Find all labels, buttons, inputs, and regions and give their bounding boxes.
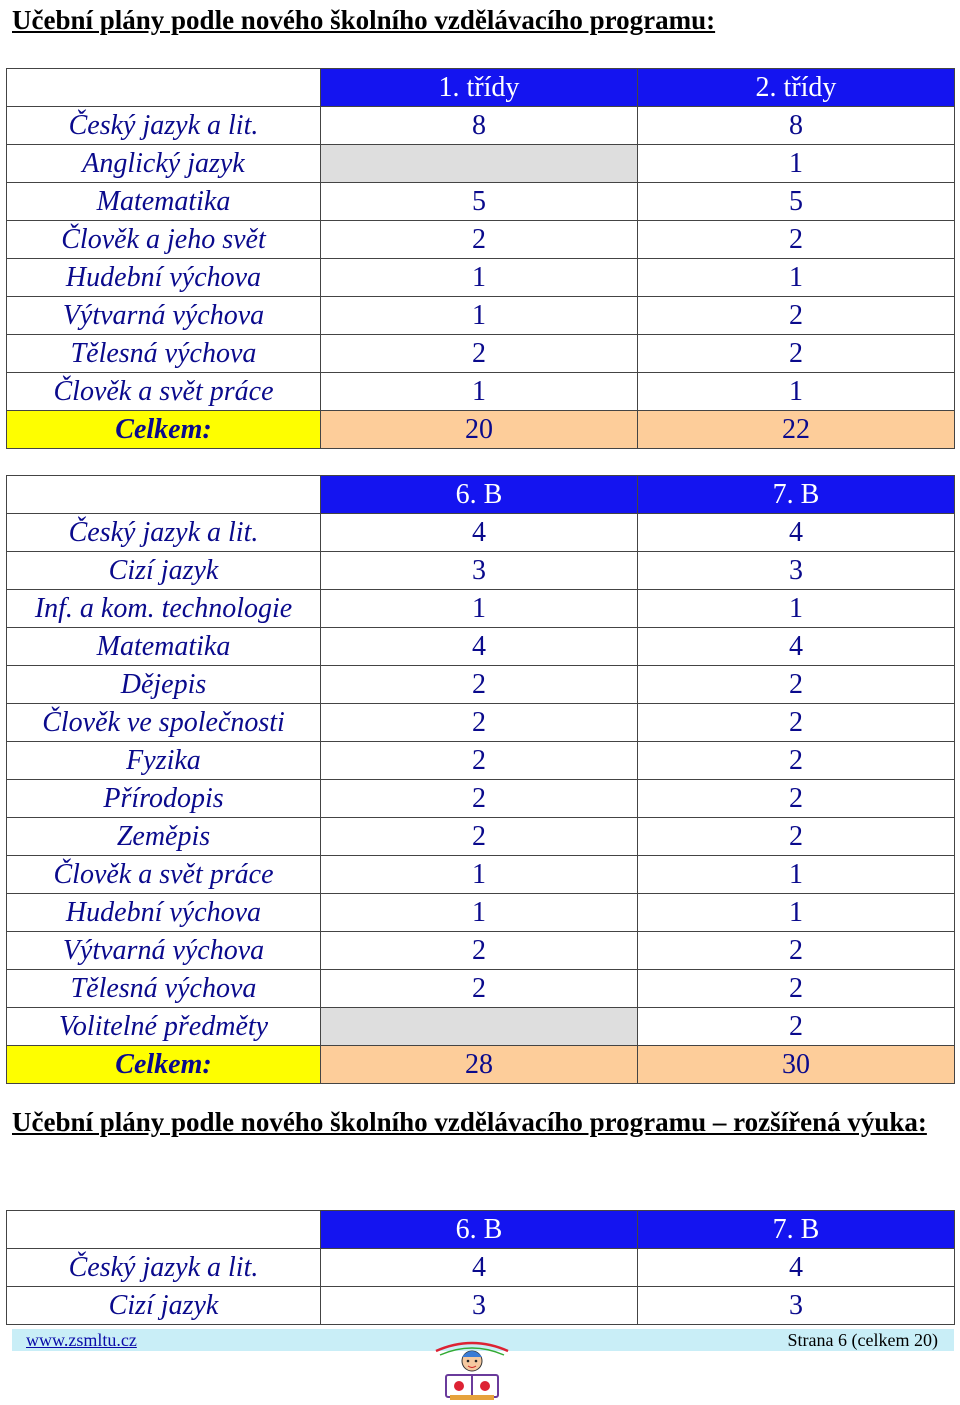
table-row-dejepis (7, 666, 955, 704)
curriculum-table-classes-6b-7b (6, 475, 955, 1084)
hours-cell-col-1: 4 (321, 514, 638, 552)
total-row (7, 1046, 955, 1084)
hours-cell-col-2: 1 (638, 259, 955, 297)
subject-name-cell: Fyzika (7, 742, 321, 780)
hours-cell-col-1: 2 (321, 970, 638, 1008)
table-row-clovek-a-svet-prace (7, 373, 955, 411)
subject-name-cell: Zeměpis (7, 818, 321, 856)
header-blank-cell (7, 476, 321, 514)
table-row-matematika (7, 183, 955, 221)
subject-name-cell: Výtvarná výchova (7, 297, 321, 335)
column-header-grade-1: 1. třídy (321, 69, 638, 107)
total-label-cell: Celkem: (7, 411, 321, 449)
table-row-matematika (7, 628, 955, 666)
table-row-telesna-vychova (7, 335, 955, 373)
hours-cell-col-1: 2 (321, 932, 638, 970)
subject-name-cell: Dějepis (7, 666, 321, 704)
table-row-clovek-a-svet-prace (7, 856, 955, 894)
hours-cell-col-2: 2 (638, 780, 955, 818)
column-header-class-7b: 7. B (638, 476, 955, 514)
hours-cell-col-2: 3 (638, 1287, 955, 1325)
hours-cell-col-1: 1 (321, 297, 638, 335)
section-heading-plans: Učební plány podle nového školního vzdělávacího programu: (12, 5, 716, 35)
subject-name-cell: Volitelné předměty (7, 1008, 321, 1046)
hours-cell-col-1: 1 (321, 894, 638, 932)
column-header-class-6b: 6. B (321, 476, 638, 514)
table-row-fyzika (7, 742, 955, 780)
hours-cell-col-1: 5 (321, 183, 638, 221)
subject-name-cell: Český jazyk a lit. (7, 1249, 321, 1287)
hours-cell-col-1: 4 (321, 628, 638, 666)
subject-name-cell: Inf. a kom. technologie (7, 590, 321, 628)
school-logo-icon (432, 1331, 512, 1403)
total-row (7, 411, 955, 449)
hours-cell-col-2: 2 (638, 297, 955, 335)
hours-cell-col-2: 4 (638, 628, 955, 666)
table-row-cesky-jazyk-a-lit (7, 1249, 955, 1287)
subject-name-cell: Český jazyk a lit. (7, 107, 321, 145)
hours-cell-col-2: 4 (638, 514, 955, 552)
subject-name-cell: Cizí jazyk (7, 1287, 321, 1325)
table-row-cesky-jazyk-a-lit (7, 514, 955, 552)
total-label-cell: Celkem: (7, 1046, 321, 1084)
table-row-cizi-jazyk (7, 1287, 955, 1325)
hours-cell-col-2: 1 (638, 145, 955, 183)
column-header-class-7b: 7. B (638, 1211, 955, 1249)
table-row-cesky-jazyk-a-lit (7, 107, 955, 145)
empty-hours-cell (321, 145, 638, 183)
subject-name-cell: Přírodopis (7, 780, 321, 818)
table-row-vytvarna-vychova (7, 297, 955, 335)
total-hours-col-1: 20 (321, 411, 638, 449)
total-hours-col-1: 28 (321, 1046, 638, 1084)
hours-cell-col-1: 2 (321, 704, 638, 742)
hours-cell-col-1: 1 (321, 590, 638, 628)
hours-cell-col-2: 8 (638, 107, 955, 145)
subject-name-cell: Hudební výchova (7, 259, 321, 297)
empty-hours-cell (321, 1008, 638, 1046)
hours-cell-col-1: 2 (321, 221, 638, 259)
total-hours-col-2: 30 (638, 1046, 955, 1084)
hours-cell-col-1: 2 (321, 335, 638, 373)
table-row-clovek-a-jeho-svet (7, 221, 955, 259)
table-row-volitelne-predmety (7, 1008, 955, 1046)
hours-cell-col-2: 3 (638, 552, 955, 590)
subject-name-cell: Cizí jazyk (7, 552, 321, 590)
footer-website-link[interactable]: www.zsmltu.cz (26, 1330, 137, 1350)
subject-name-cell: Matematika (7, 628, 321, 666)
subject-name-cell: Tělesná výchova (7, 970, 321, 1008)
hours-cell-col-2: 4 (638, 1249, 955, 1287)
subject-name-cell: Člověk a svět práce (7, 856, 321, 894)
footer-page-number: Strana 6 (celkem 20) (787, 1330, 938, 1350)
header-blank-cell (7, 1211, 321, 1249)
hours-cell-col-1: 2 (321, 666, 638, 704)
hours-cell-col-1: 8 (321, 107, 638, 145)
table-row-telesna-vychova (7, 970, 955, 1008)
hours-cell-col-1: 1 (321, 373, 638, 411)
hours-cell-col-1: 4 (321, 1249, 638, 1287)
column-header-grade-2: 2. třídy (638, 69, 955, 107)
table-row-hudebni-vychova (7, 894, 955, 932)
hours-cell-col-2: 2 (638, 932, 955, 970)
table-row-hudebni-vychova (7, 259, 955, 297)
subject-name-cell: Český jazyk a lit. (7, 514, 321, 552)
table-row-cizi-jazyk (7, 552, 955, 590)
hours-cell-col-2: 1 (638, 894, 955, 932)
hours-cell-col-2: 2 (638, 1008, 955, 1046)
hours-cell-col-2: 2 (638, 221, 955, 259)
section-heading-extended-plans: Učební plány podle nového školního vzdělávacího programu – rozšířená výuka: (12, 1107, 927, 1137)
hours-cell-col-2: 1 (638, 856, 955, 894)
hours-cell-col-2: 2 (638, 704, 955, 742)
hours-cell-col-1: 3 (321, 1287, 638, 1325)
subject-name-cell: Člověk ve společnosti (7, 704, 321, 742)
column-header-class-6b: 6. B (321, 1211, 638, 1249)
hours-cell-col-1: 2 (321, 742, 638, 780)
table-header-row (7, 1211, 955, 1249)
hours-cell-col-2: 2 (638, 742, 955, 780)
table-header-row (7, 69, 955, 107)
table-row-prirodopis (7, 780, 955, 818)
subject-name-cell: Hudební výchova (7, 894, 321, 932)
table-row-clovek-ve-spolecnosti (7, 704, 955, 742)
subject-name-cell: Matematika (7, 183, 321, 221)
table-row-inf-a-kom-technologie (7, 590, 955, 628)
total-hours-col-2: 22 (638, 411, 955, 449)
subject-name-cell: Tělesná výchova (7, 335, 321, 373)
hours-cell-col-2: 2 (638, 335, 955, 373)
subject-name-cell: Výtvarná výchova (7, 932, 321, 970)
hours-cell-col-2: 2 (638, 666, 955, 704)
table-row-vytvarna-vychova (7, 932, 955, 970)
hours-cell-col-1: 2 (321, 780, 638, 818)
subject-name-cell: Člověk a svět práce (7, 373, 321, 411)
hours-cell-col-2: 1 (638, 373, 955, 411)
hours-cell-col-2: 2 (638, 818, 955, 856)
table-row-anglicky-jazyk (7, 145, 955, 183)
hours-cell-col-2: 1 (638, 590, 955, 628)
hours-cell-col-1: 3 (321, 552, 638, 590)
table-header-row (7, 476, 955, 514)
curriculum-table-extended (6, 1210, 955, 1325)
hours-cell-col-2: 2 (638, 970, 955, 1008)
subject-name-cell: Člověk a jeho svět (7, 221, 321, 259)
header-blank-cell (7, 69, 321, 107)
hours-cell-col-1: 1 (321, 856, 638, 894)
curriculum-table-grades-1-2 (6, 68, 955, 449)
hours-cell-col-1: 1 (321, 259, 638, 297)
hours-cell-col-1: 2 (321, 818, 638, 856)
subject-name-cell: Anglický jazyk (7, 145, 321, 183)
hours-cell-col-2: 5 (638, 183, 955, 221)
table-row-zemepis (7, 818, 955, 856)
